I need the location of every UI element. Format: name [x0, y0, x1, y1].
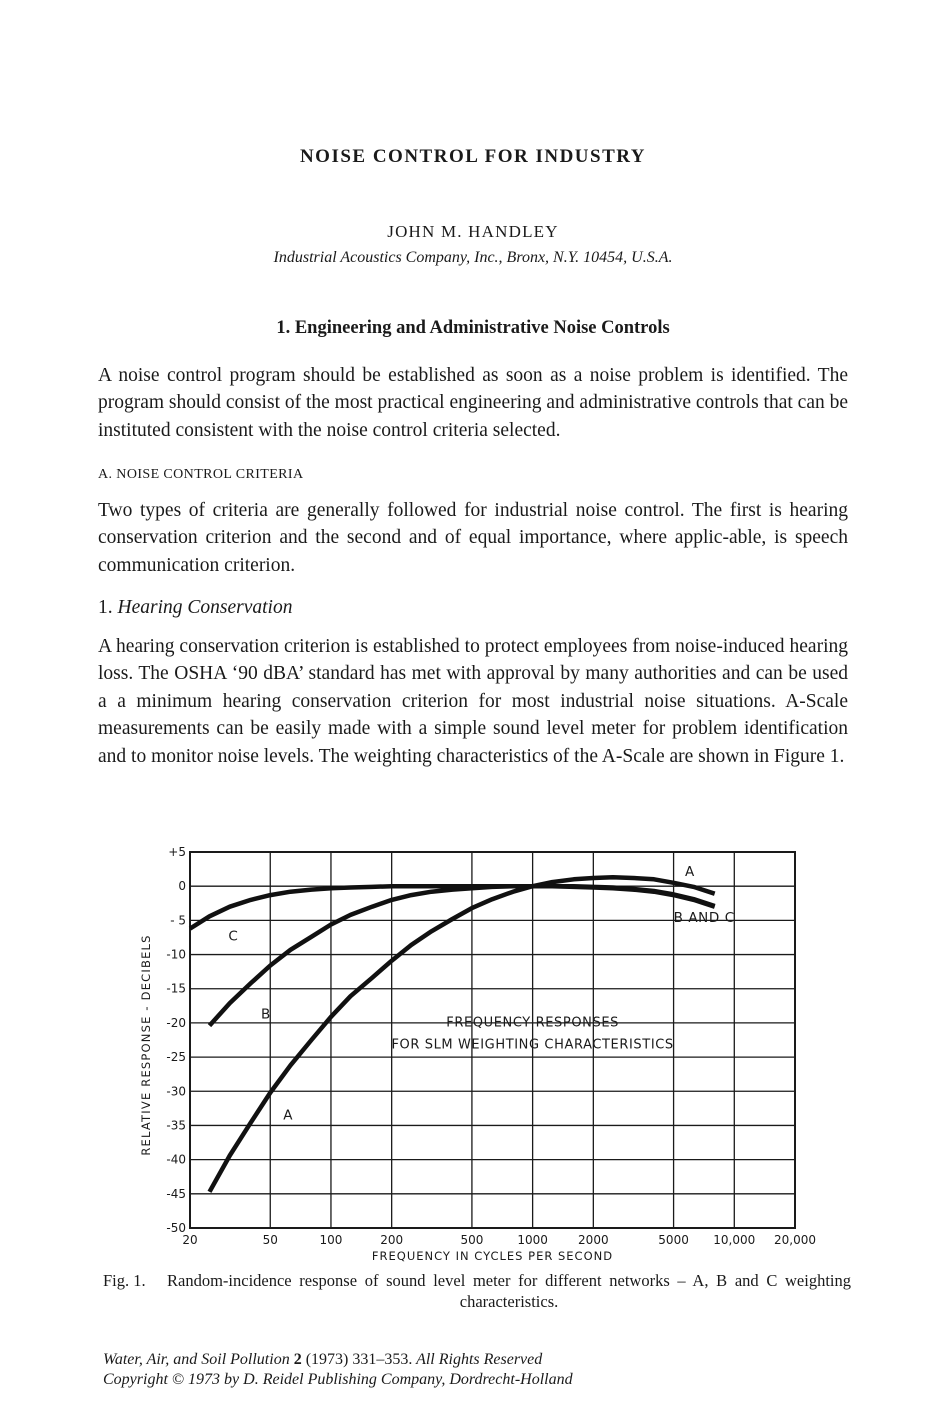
subheading-hearing-conservation	[98, 597, 292, 619]
chart-title-line: FREQUENCY RESPONSES	[446, 1015, 620, 1031]
frequency-response-chart	[120, 838, 830, 1268]
footer-citation	[103, 1351, 542, 1369]
x-tick-label: 10,000	[713, 1233, 756, 1247]
footer-volume: 2	[293, 1351, 302, 1368]
y-axis-title: RELATIVE RESPONSE - DECIBELS	[139, 934, 153, 1156]
figure-caption-text: Random-incidence response of sound level meter for different networks – A, B and C weighting characteristics.	[167, 1271, 851, 1311]
y-tick-label: -20	[166, 1015, 186, 1030]
curve-annotation: A	[283, 1107, 294, 1124]
footer-copyright: Copyright © 1973 by D. Reidel Publishing Company, Dordrecht-Holland	[103, 1371, 573, 1388]
y-tick-label: -35	[166, 1118, 186, 1133]
paper-title: NOISE CONTROL FOR INDUSTRY	[299, 146, 647, 167]
curve-annotation: B AND C	[673, 909, 735, 926]
x-tick-label: 1000	[517, 1233, 548, 1247]
curve-annotation: C	[228, 928, 239, 945]
y-tick-label: +5	[168, 845, 186, 859]
author-name: JOHN M. HANDLEY	[387, 222, 559, 241]
x-tick-label: 500	[460, 1233, 484, 1247]
x-tick-label: 2000	[578, 1233, 609, 1247]
y-tick-label: -25	[166, 1050, 186, 1065]
paragraph-hearing-conservation: A hearing conservation criterion is established to protect employees from noise-induced hearing loss. The OSHA ‘90 dBA’ standard has met with approval by many authorities and can be used a a minimum hearing conservation criterion for most industrial noise situations. A-Scale measurements can be easily made with a simple sound level meter for problem identification and to monitor noise levels. The weighting characteristics of the A-Scale are shown in Figure 1.	[98, 636, 848, 767]
x-tick-label: 50	[262, 1233, 278, 1247]
x-tick-label: 20,000	[774, 1233, 816, 1247]
curve-b	[210, 886, 715, 1025]
y-tick-label: -30	[166, 1084, 186, 1099]
y-tick-label: - 5	[170, 913, 186, 928]
curve-a	[210, 877, 715, 1192]
x-axis-title: FREQUENCY IN CYCLES PER SECOND	[371, 1249, 614, 1263]
footer-journal: Water, Air, and Soil Pollution	[103, 1351, 290, 1368]
curve-c	[190, 886, 715, 928]
paragraph-intro: A noise control program should be established as soon as a noise problem is identified. The program should consist of the most practical engineering and administrative controls that can be instituted consistent with the noise control criteria selected.	[98, 365, 848, 441]
paragraph-criteria: Two types of criteria are generally followed for industrial noise control. The first is hearing conservation criterion and the second and of equal importance, where applic-able, is speech communication criterion.	[98, 500, 848, 576]
y-tick-label: -45	[166, 1186, 186, 1201]
y-tick-label: -50	[166, 1221, 186, 1235]
x-tick-label: 5000	[658, 1233, 689, 1247]
subheading-noise-control-criteria: A. NOISE CONTROL CRITERIA	[98, 467, 304, 482]
chart-curves	[190, 877, 715, 1192]
figure-caption	[103, 1270, 851, 1312]
y-tick-label: 0	[178, 879, 186, 894]
x-tick-label: 100	[319, 1233, 343, 1247]
y-tick-label: -40	[166, 1152, 186, 1167]
x-tick-label: 200	[380, 1233, 404, 1247]
author-affiliation: Industrial Acoustics Company, Inc., Bronx, N.Y. 10454, U.S.A.	[273, 249, 673, 266]
y-tick-label: -10	[166, 947, 186, 962]
footer-rights: All Rights Reserved	[416, 1351, 543, 1368]
chart-title-line: FOR SLM WEIGHTING CHARACTERISTICS	[391, 1037, 674, 1053]
figure-number: Fig. 1.	[103, 1271, 146, 1290]
subheading-number: 1.	[98, 597, 113, 618]
curve-annotation: A	[685, 864, 695, 881]
subheading-title: Hearing Conservation	[117, 597, 293, 618]
footer-details: (1973) 331–353.	[305, 1351, 413, 1368]
section-heading: 1. Engineering and Administrative Noise Controls	[276, 318, 670, 338]
y-tick-label: -15	[166, 981, 186, 996]
x-tick-label: 20	[182, 1233, 198, 1247]
curve-annotation: B	[261, 1006, 271, 1023]
